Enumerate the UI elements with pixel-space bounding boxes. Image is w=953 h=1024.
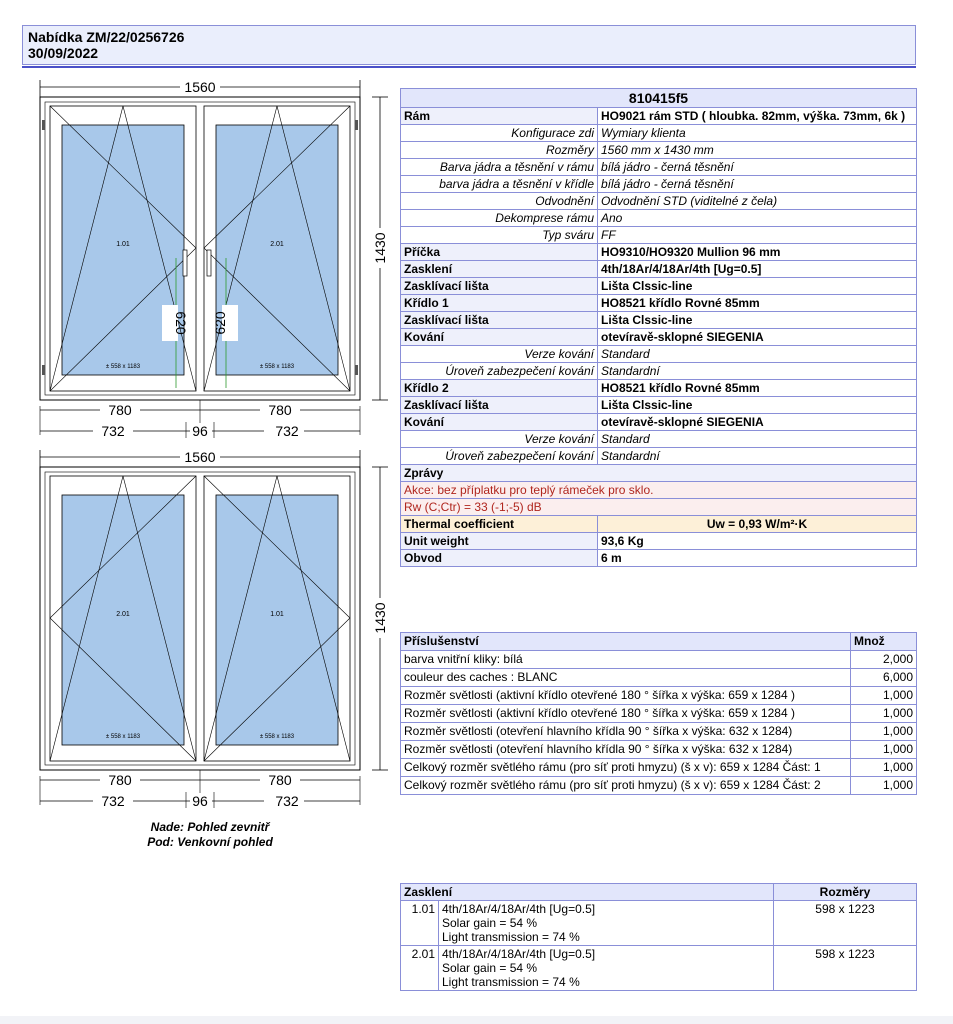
- top-dim-732-right: 732: [275, 423, 299, 439]
- accessory-name: Celkový rozměr světlého rámu (pro síť proti hmyzu) (š x v): 659 x 1284 Část: 2: [401, 777, 851, 795]
- spec-key: Zasklívací lišta: [401, 278, 598, 295]
- accessory-qty: 2,000: [851, 651, 917, 669]
- top-height-label: 1430: [372, 232, 388, 264]
- accessory-row: [401, 669, 917, 687]
- spec-row: [401, 159, 917, 176]
- spec-value: Wymiary klienta: [598, 125, 917, 142]
- spec-table: [400, 88, 917, 567]
- spec-key: Zasklívací lišta: [401, 312, 598, 329]
- glazing-description: [439, 946, 774, 991]
- top-left-sash-label: 1.01: [116, 241, 130, 248]
- spec-key: Křídlo 1: [401, 295, 598, 312]
- accessory-row: [401, 759, 917, 777]
- glazing-position: 2.01: [401, 946, 439, 991]
- accessory-qty: 1,000: [851, 723, 917, 741]
- accessory-row: [401, 687, 917, 705]
- bottom-window: [40, 448, 388, 809]
- spec-value: Standard: [598, 431, 917, 448]
- spec-row: [401, 346, 917, 363]
- spec-key: Barva jádra a těsnění v rámu: [401, 159, 598, 176]
- spec-value: FF: [598, 227, 917, 244]
- caption-inside-view: Nade: Pohled zevnitř: [150, 820, 270, 834]
- spec-value: Lišta Clssic-line: [598, 312, 917, 329]
- spec-value: Ano: [598, 210, 917, 227]
- spec-row: [401, 278, 917, 295]
- accessory-qty: 6,000: [851, 669, 917, 687]
- spec-row: [401, 312, 917, 329]
- spec-row: [401, 193, 917, 210]
- window-drawing: [0, 70, 395, 820]
- top-width-label: 1560: [184, 79, 216, 95]
- message-acoustic: Rw (C;Ctr) = 33 (-1;-5) dB: [401, 499, 917, 516]
- perimeter-key: Obvod: [401, 550, 598, 567]
- offer-number: Nabídka ZM/22/0256726: [28, 29, 185, 45]
- offer-header: [22, 25, 916, 65]
- bottom-dim-732-right: 732: [275, 793, 299, 809]
- top-dim-780-left: 780: [108, 402, 132, 418]
- spec-row: [401, 397, 917, 414]
- glazing-line: Light transmission = 74 %: [442, 930, 580, 944]
- top-right-sash-label: 2.01: [270, 241, 284, 248]
- glazing-row: [401, 946, 917, 991]
- spec-value: otevíravě-sklopné SIEGENIA: [598, 414, 917, 431]
- drawing-caption: [60, 820, 360, 850]
- accessory-qty: 1,000: [851, 759, 917, 777]
- page-bottom-strip: [0, 1016, 953, 1024]
- spec-key: Typ sváru: [401, 227, 598, 244]
- spec-key: Kování: [401, 414, 598, 431]
- accessory-row: [401, 723, 917, 741]
- weight-key: Unit weight: [401, 533, 598, 550]
- accessory-name: Rozměr světlosti (aktivní křídlo otevřené 180 ° šířka x výška: 659 x 1284 ): [401, 705, 851, 723]
- frame-key: Rám: [401, 108, 598, 125]
- glazing-line: Solar gain = 54 %: [442, 961, 538, 975]
- spec-row: [401, 142, 917, 159]
- quantity-header: Množ: [851, 633, 917, 651]
- bottom-width-label: 1560: [184, 449, 216, 465]
- thermal-key: Thermal coefficient: [401, 516, 598, 533]
- accessory-row: [401, 777, 917, 795]
- spec-row: [401, 227, 917, 244]
- messages-key: Zprávy: [401, 465, 917, 482]
- bottom-right-sash-label: 1.01: [270, 611, 284, 618]
- glazing-line: Solar gain = 54 %: [442, 916, 538, 930]
- hardware1-rows: [401, 346, 917, 380]
- spec-key: Verze kování: [401, 431, 598, 448]
- spec-row: [401, 295, 917, 312]
- spec-key: Příčka: [401, 244, 598, 261]
- spec-value: bílá jádro - černá těsnění: [598, 176, 917, 193]
- sash2-rows: [401, 380, 917, 431]
- spec-value: 4th/18Ar/4/18Ar/4th [Ug=0.5]: [598, 261, 917, 278]
- spec-row: [401, 414, 917, 431]
- dimensions-header: Rozměry: [774, 884, 917, 901]
- accessory-name: Rozměr světlosti (otevření hlavního křídla 90 ° šířka x výška: 632 x 1284): [401, 741, 851, 759]
- glazing-description: [439, 901, 774, 946]
- glazing-line: 4th/18Ar/4/18Ar/4th [Ug=0.5]: [442, 947, 596, 961]
- accessory-name: barva vnitřní kliky: bílá: [401, 651, 851, 669]
- message-promo: Akce: bez příplatku pro teplý rámeček pro sklo.: [401, 482, 917, 499]
- accessory-qty: 1,000: [851, 741, 917, 759]
- spec-row: [401, 363, 917, 380]
- spec-value: otevíravě-sklopné SIEGENIA: [598, 329, 917, 346]
- accessory-row: [401, 651, 917, 669]
- top-right-sash-size: ± 558 x 1183: [259, 364, 295, 370]
- spec-value: HO8521 křídlo Rovné 85mm: [598, 295, 917, 312]
- bottom-dim-780-right: 780: [268, 772, 292, 788]
- accessory-name: Rozměr světlosti (aktivní křídlo otevřené 180 ° šířka x výška: 659 x 1284 ): [401, 687, 851, 705]
- spec-title: 810415f5: [401, 89, 917, 108]
- top-left-sash-size: ± 558 x 1183: [105, 364, 141, 370]
- spec-key: Kování: [401, 329, 598, 346]
- spec-key: Rozměry: [401, 142, 598, 159]
- spec-value: Lišta Clssic-line: [598, 397, 917, 414]
- spec-value: Standard: [598, 346, 917, 363]
- glazing-rows: [401, 901, 917, 991]
- spec-key: Úroveň zabezpečení kování: [401, 448, 598, 465]
- spec-row: [401, 448, 917, 465]
- spec-key: barva jádra a těsnění v křídle: [401, 176, 598, 193]
- accessory-name: Celkový rozměr světlého rámu (pro síť proti hmyzu) (š x v): 659 x 1284 Část: 1: [401, 759, 851, 777]
- offer-date: 30/09/2022: [28, 45, 99, 61]
- spec-row: [401, 261, 917, 278]
- spec-key: Verze kování: [401, 346, 598, 363]
- frame-rows: [401, 125, 917, 244]
- spec-key: Úroveň zabezpečení kování: [401, 363, 598, 380]
- glazing-dimensions: 598 x 1223: [774, 946, 917, 991]
- bottom-dim-732-left: 732: [101, 793, 125, 809]
- glazing-line: Light transmission = 74 %: [442, 975, 580, 989]
- accessory-name: couleur des caches : BLANC: [401, 669, 851, 687]
- spec-value: HO9310/HO9320 Mullion 96 mm: [598, 244, 917, 261]
- header-divider: [22, 66, 916, 68]
- spec-row: [401, 431, 917, 448]
- glazing-line: 4th/18Ar/4/18Ar/4th [Ug=0.5]: [442, 902, 596, 916]
- accessory-qty: 1,000: [851, 705, 917, 723]
- accessory-qty: 1,000: [851, 777, 917, 795]
- accessory-row: [401, 705, 917, 723]
- right-handle-height: 620: [212, 311, 228, 335]
- glazing-header: Zasklení: [401, 884, 774, 901]
- spec-row: [401, 244, 917, 261]
- spec-row: [401, 210, 917, 227]
- top-dim-780-right: 780: [268, 402, 292, 418]
- top-window: [40, 78, 388, 439]
- spec-value: Odvodnění STD (viditelné z čela): [598, 193, 917, 210]
- spec-value: 1560 mm x 1430 mm: [598, 142, 917, 159]
- glazing-position: 1.01: [401, 901, 439, 946]
- spec-row: [401, 125, 917, 142]
- spec-key: Zasklení: [401, 261, 598, 278]
- bottom-dim-96: 96: [192, 793, 208, 809]
- bottom-right-sash-size: ± 558 x 1183: [259, 734, 295, 740]
- spec-key: Dekomprese rámu: [401, 210, 598, 227]
- accessory-row: [401, 741, 917, 759]
- frame-value: HO9021 rám STD ( hloubka. 82mm, výška. 73mm, 6k ): [598, 108, 917, 125]
- perimeter-value: 6 m: [598, 550, 917, 567]
- mid-rows: [401, 244, 917, 346]
- glazing-row: [401, 901, 917, 946]
- spec-row: [401, 176, 917, 193]
- spec-value: Standardní: [598, 448, 917, 465]
- bottom-left-sash-label: 2.01: [116, 611, 130, 618]
- bottom-height-label: 1430: [372, 602, 388, 634]
- accessories-table: [400, 632, 917, 795]
- caption-outside-view: Pod: Venkovní pohled: [147, 835, 273, 849]
- spec-value: Standardní: [598, 363, 917, 380]
- bottom-left-sash-size: ± 558 x 1183: [105, 734, 141, 740]
- bottom-dim-780-left: 780: [108, 772, 132, 788]
- spec-value: HO8521 křídlo Rovné 85mm: [598, 380, 917, 397]
- left-handle-height: 620: [173, 311, 189, 335]
- spec-key: Křídlo 2: [401, 380, 598, 397]
- accessory-name: Rozměr světlosti (otevření hlavního křídla 90 ° šířka x výška: 632 x 1284): [401, 723, 851, 741]
- accessory-qty: 1,000: [851, 687, 917, 705]
- thermal-value: Uw = 0,93 W/m²·K: [598, 516, 917, 533]
- glazing-dimensions: 598 x 1223: [774, 901, 917, 946]
- spec-value: Lišta Clssic-line: [598, 278, 917, 295]
- top-dim-96: 96: [192, 423, 208, 439]
- accessories-header: Příslušenství: [401, 633, 851, 651]
- top-dim-732-left: 732: [101, 423, 125, 439]
- hardware2-rows: [401, 431, 917, 465]
- spec-key: Konfigurace zdi: [401, 125, 598, 142]
- accessories-rows: [401, 651, 917, 795]
- spec-key: Odvodnění: [401, 193, 598, 210]
- spec-row: [401, 329, 917, 346]
- weight-value: 93,6 Kg: [598, 533, 917, 550]
- glazing-table: [400, 883, 917, 991]
- spec-row: [401, 380, 917, 397]
- spec-key: Zasklívací lišta: [401, 397, 598, 414]
- spec-value: bílá jádro - černá těsnění: [598, 159, 917, 176]
